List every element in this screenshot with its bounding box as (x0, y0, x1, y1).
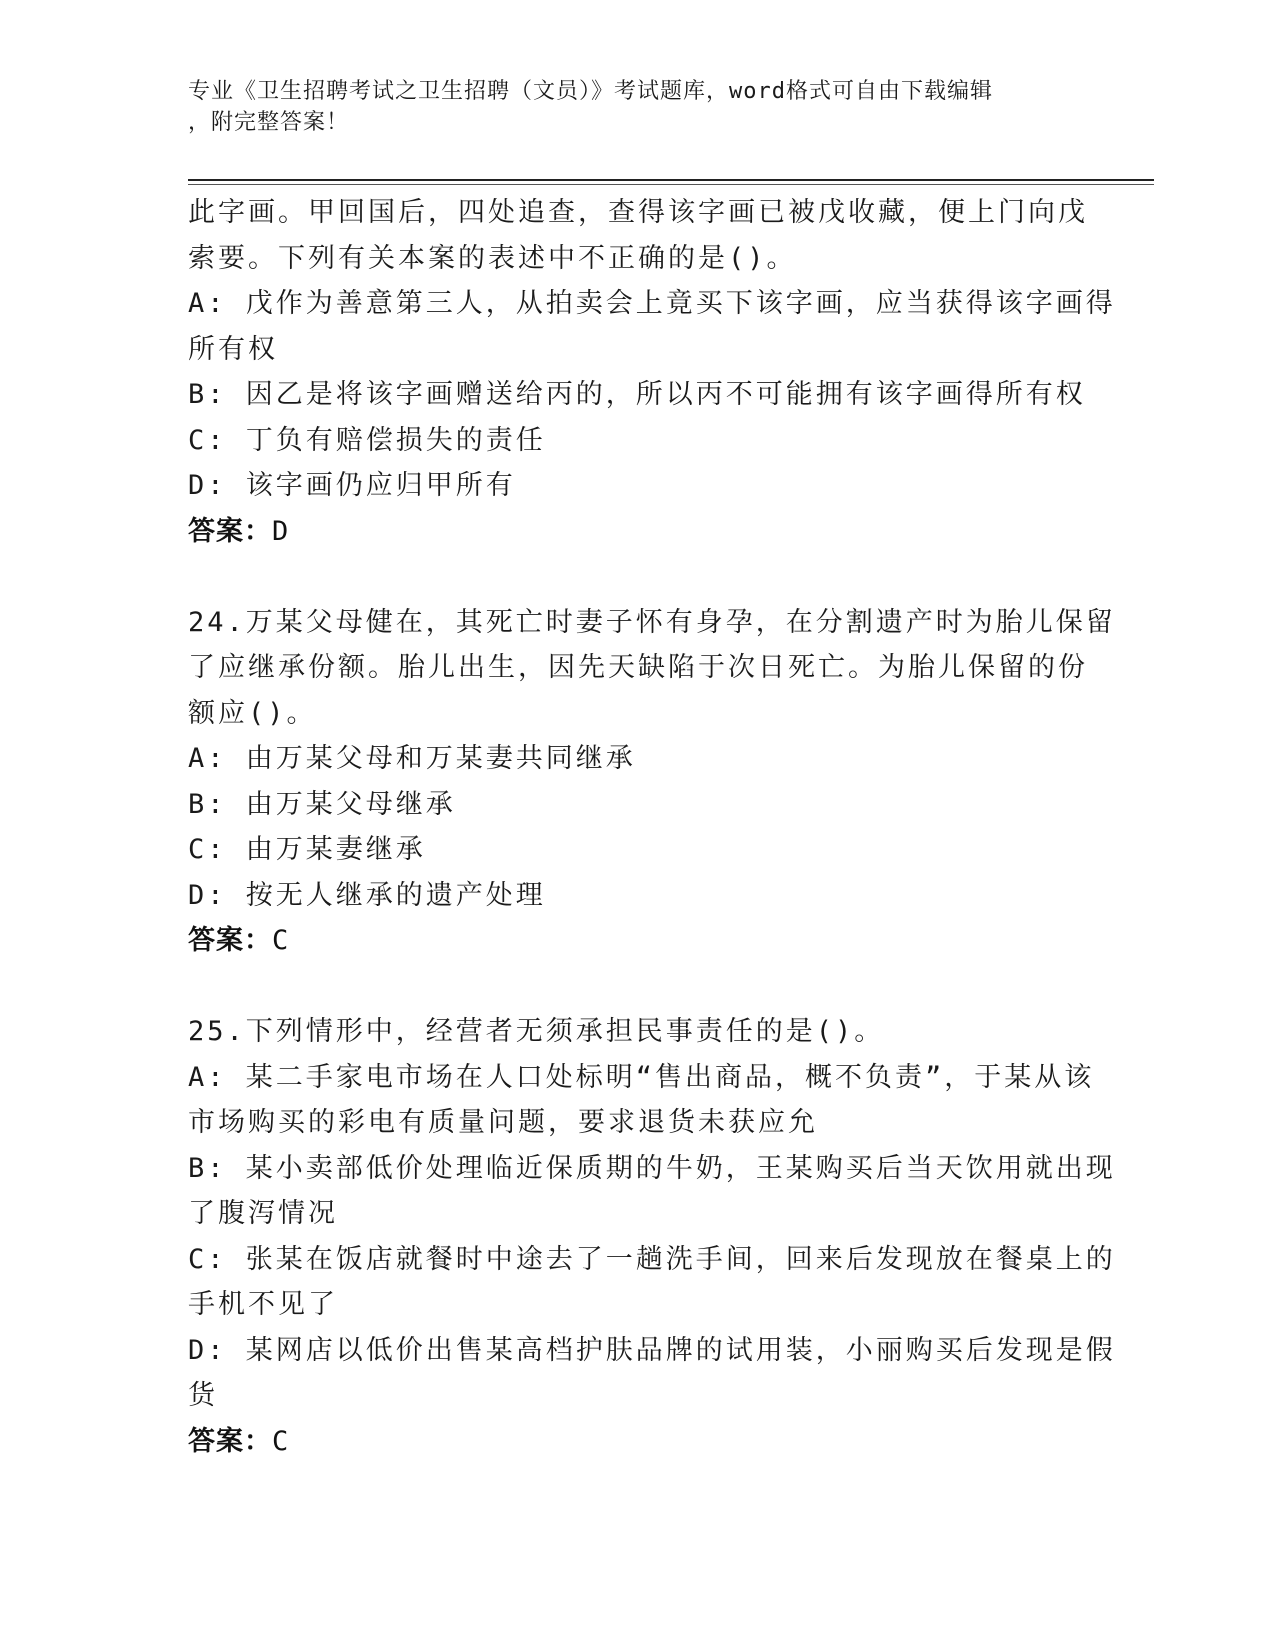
answer-label: 答案： (188, 515, 272, 547)
answer-line (188, 1419, 1078, 1465)
question-stem-line: 额应()。 (188, 697, 317, 729)
option-c-line: 手机不见了 (188, 1289, 338, 1320)
header-divider-thin (188, 184, 1154, 185)
option-b-line: B: 由万某父母继承 (188, 788, 456, 820)
option-a-line: A: 某二手家电市场在人口处标明“售出商品，概不负责”，于某从该 (188, 1061, 1095, 1093)
option-d-line: D: 按无人继承的遗产处理 (188, 879, 546, 911)
option-b-line: B: 某小卖部低价处理临近保质期的牛奶，王某购买后当天饮用就出现 (188, 1152, 1116, 1184)
answer-line (188, 918, 1078, 964)
answer-label: 答案： (188, 1425, 272, 1457)
question-spacer (188, 964, 1078, 1010)
questions-content (188, 190, 1116, 1464)
answer-label: 答案： (188, 925, 272, 956)
answer-value: D (272, 515, 290, 547)
question-24 (188, 600, 1116, 964)
header-divider-thick (188, 179, 1154, 181)
option-c-line: C: 张某在饭店就餐时中途去了一趟洗手间，回来后发现放在餐桌上的 (188, 1243, 1116, 1275)
option-d-line: 货 (188, 1380, 218, 1411)
answer-value: C (272, 1425, 290, 1457)
answer-line (188, 509, 1078, 555)
header-title-line-1: 专业《卫生招聘考试之卫生招聘（文员）》考试题库，word格式可自由下载编辑 (188, 79, 993, 104)
question-stem-line: 此字画。甲回国后，四处追查，查得该字画已被戊收藏，便上门向戊 (188, 197, 1088, 228)
header-title-line-2: ，附完整答案！ (188, 110, 350, 135)
option-d-line: D: 该字画仍应归甲所有 (188, 470, 516, 501)
option-c-line: C: 由万某妻继承 (188, 834, 426, 865)
option-a-line: A: 由万某父母和万某妻共同继承 (188, 743, 636, 774)
question-stem-line: 索要。下列有关本案的表述中不正确的是()。 (188, 242, 797, 274)
option-c-line: C: 丁负有赔偿损失的责任 (188, 424, 546, 456)
option-a-line: 市场购买的彩电有质量问题，要求退货未获应允 (188, 1107, 818, 1138)
option-b-line: 了腹泻情况 (188, 1198, 338, 1229)
question-25 (188, 1009, 1116, 1464)
option-b-line: B: 因乙是将该字画赠送给丙的，所以丙不可能拥有该字画得所有权 (188, 379, 1086, 410)
question-stem-line: 24.万某父母健在，其死亡时妻子怀有身孕，在分割遗产时为胎儿保留 (188, 606, 1116, 638)
option-a-line: A: 戊作为善意第三人，从拍卖会上竟买下该字画，应当获得该字画得 (188, 288, 1116, 319)
question-23 (188, 190, 1116, 554)
option-a-line: 所有权 (188, 333, 278, 365)
option-d-line: D: 某网店以低价出售某高档护肤品牌的试用装，小丽购买后发现是假 (188, 1334, 1116, 1366)
answer-value: C (272, 925, 290, 956)
question-stem-line: 了应继承份额。胎儿出生，因先天缺陷于次日死亡。为胎儿保留的份 (188, 652, 1088, 683)
question-stem-line: 25.下列情形中，经营者无须承担民事责任的是()。 (188, 1016, 885, 1047)
question-spacer (188, 554, 1078, 600)
document-header (188, 76, 1078, 138)
